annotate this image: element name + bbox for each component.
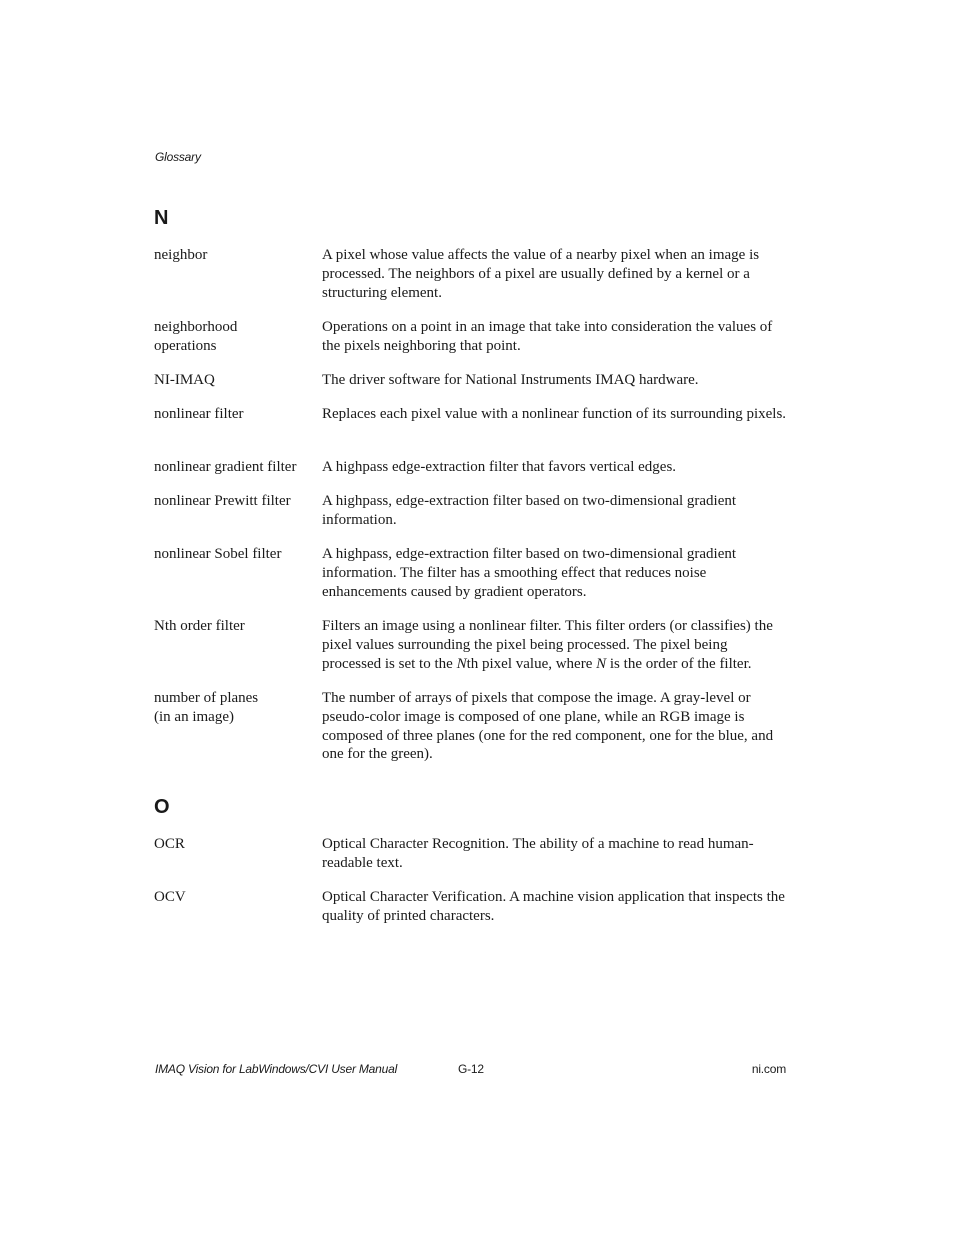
section-letter-o: O [154, 796, 170, 818]
glossary-definition: A highpass, edge-extraction filter based on two-dimensional gradient information. The filter has a smoothing effect that reduces noise enhancements caused by gradient operators. [322, 546, 737, 600]
glossary-term: OCV [154, 889, 186, 905]
glossary-definition: Optical Character Verification. A machine vision application that inspects the quality of printed characters. [322, 889, 785, 924]
glossary-term: number of planes (in an image) [154, 690, 259, 725]
glossary-definition: Operations on a point in an image that take into consideration the values of the pixels neighboring that point. [322, 319, 773, 354]
glossary-definition: A highpass, edge-extraction filter based on two-dimensional gradient information. [322, 493, 737, 528]
glossary-definition [322, 617, 790, 673]
definition-text: is the order of the filter. [606, 655, 752, 672]
glossary-term: nonlinear Sobel filter [154, 546, 282, 562]
running-head: Glossary [155, 150, 201, 164]
definition-text: th pixel value, where [466, 655, 597, 672]
glossary-definition: Replaces each pixel value with a nonlinear function of its surrounding pixels. [322, 406, 787, 422]
glossary-term: neighborhood operations [154, 319, 238, 354]
glossary-definition: A pixel whose value affects the value of a nearby pixel when an image is processed. The neighbors of a pixel are usually defined by a kernel or a structuring element. [322, 247, 760, 301]
footer-site: ni.com [751, 1062, 786, 1076]
definition-italic-n: N [456, 655, 467, 672]
footer-page-number: G-12 [458, 1062, 484, 1076]
glossary-definition: Optical Character Recognition. The ability of a machine to read human-readable text. [322, 836, 754, 871]
glossary-term: neighbor [154, 247, 208, 263]
glossary-term: nonlinear gradient filter [154, 459, 297, 475]
definition-italic-n: N [596, 655, 607, 672]
glossary-term: nonlinear Prewitt filter [154, 493, 291, 509]
glossary-term: nonlinear filter [154, 406, 244, 422]
glossary-term: Nth order filter [154, 618, 245, 634]
glossary-term: OCR [154, 836, 185, 852]
definition-text: Filters an image using a nonlinear filter. This filter orders (or classifies) the pixel values surrounding the pixel being processed. The pixel being processed is set to the [322, 618, 773, 672]
glossary-definition: The driver software for National Instruments IMAQ hardware. [322, 372, 699, 388]
section-letter-n: N [154, 207, 169, 229]
glossary-definition: The number of arrays of pixels that compose the image. A gray-level or pseudo-color image is composed of one plane, while an RGB image is composed of three planes (one for the red component, one for the blue, and one for the green). [322, 690, 774, 763]
footer-manual-title: IMAQ Vision for LabWindows/CVI User Manual [155, 1062, 398, 1076]
glossary-definition: A highpass edge-extraction filter that favors vertical edges. [322, 459, 677, 475]
glossary-term: NI-IMAQ [154, 372, 215, 388]
